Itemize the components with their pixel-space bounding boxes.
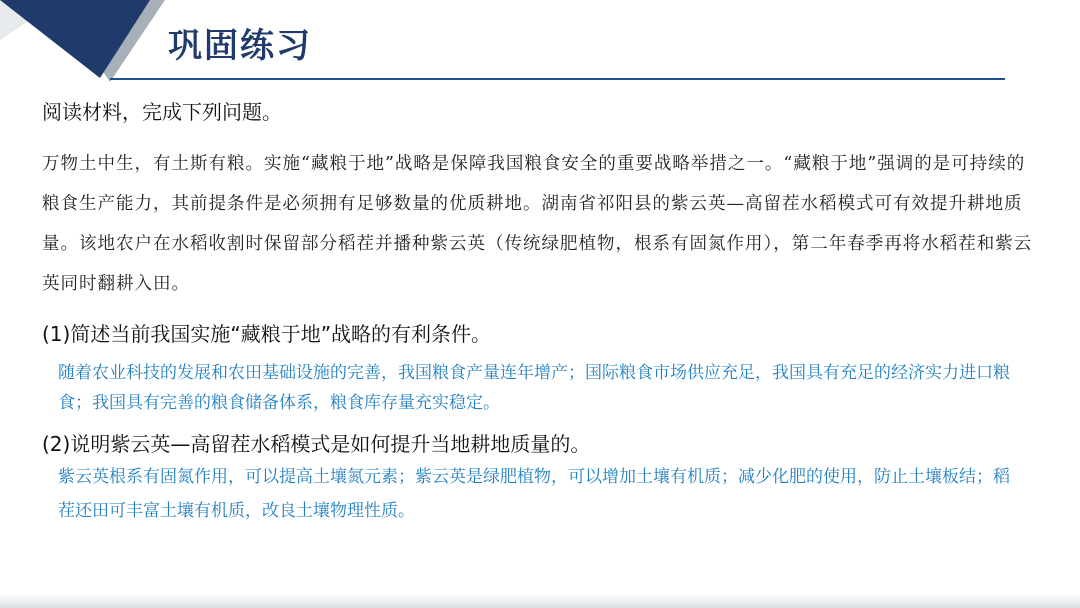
reading-passage: 万物土中生，有土斯有粮。实施“藏粮于地”战略是保障我国粮食安全的重要战略举措之一。“藏粮于地”强调的是可持续的粮食生产能力，其前提条件是必须拥有足够数量的优质耕地。湖南省祁阳县的紫云英—高留茬水稻模式可有效提升耕地质量。该地农户在水稻收割时保留部分稻茬并播种紫云英（传统绿肥植物，根系有固氮作用），第二年春季再将水稻茬和紫云英同时翻耕入田。	[42, 154, 1033, 294]
instruction-text: 阅读材料，完成下列问题。	[42, 100, 282, 124]
answer-1: 随着农业科技的发展和农田基础设施的完善，我国粮食产量连年增产；国际粮食市场供应充足，我国具有充足的经济实力进口粮食；我国具有完善的粮食储备体系，粮食库存量充实稳定。	[58, 363, 1010, 413]
answer-2: 紫云英根系有固氮作用，可以提高土壤氮元素；紫云英是绿肥植物，可以增加土壤有机质；减少化肥的使用，防止土壤板结；稻茬还田可丰富土壤有机质，改良土壤物理性质。	[58, 467, 1010, 521]
question-2: (2)说明紫云英—高留茬水稻模式是如何提升当地耕地质量的。	[42, 432, 591, 456]
title-divider	[110, 78, 1005, 80]
bottom-shade	[0, 594, 1080, 608]
question-1: (1)简述当前我国实施“藏粮于地”战略的有利条件。	[42, 322, 492, 346]
page-title: 巩固练习	[168, 26, 312, 66]
